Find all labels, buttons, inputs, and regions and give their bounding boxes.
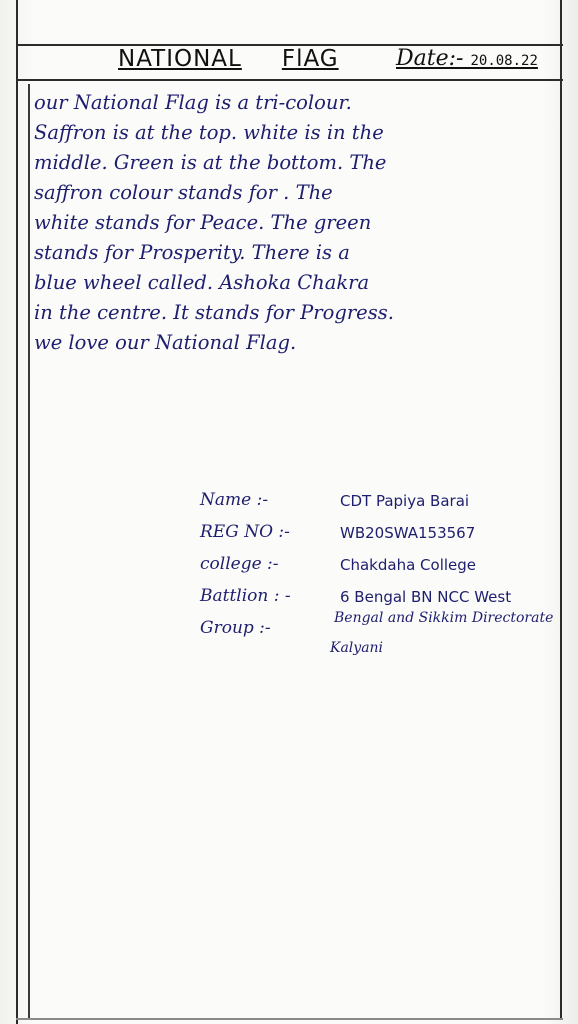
battalion-value: 6 Bengal BN NCC West (340, 588, 512, 606)
header-rule (16, 79, 563, 81)
battalion-label: Battlion : - (200, 586, 291, 606)
essay-body (34, 88, 558, 358)
essay-line: in the centre. It stands for Progress. (34, 301, 394, 324)
group-value-line1: Bengal and Sikkim Directorate (334, 610, 554, 626)
detail-row-name (200, 490, 560, 522)
bottom-line (16, 1018, 563, 1020)
detail-row-group (200, 610, 560, 656)
name-label: Name :- (200, 490, 269, 510)
essay-line: saffron colour stands for . The (34, 181, 333, 204)
left-margin-line (16, 0, 18, 1024)
group-label: Group :- (200, 618, 271, 638)
essay-line: our National Flag is a tri-colour. (34, 91, 352, 114)
reg-value: WB20SWA153567 (340, 524, 476, 542)
detail-row-college (200, 554, 560, 586)
essay-line: white stands for Peace. The green (34, 211, 372, 234)
group-value-line2: Kalyani (330, 640, 384, 656)
date-label: Date:- (396, 46, 464, 71)
essay-line: Saffron is at the top. white is in the (34, 121, 384, 144)
right-margin-line (560, 0, 562, 1020)
title-word-national: NATIONAL (118, 46, 242, 72)
inner-margin-line (28, 84, 30, 1020)
date-field (396, 46, 538, 76)
detail-row-reg (200, 522, 560, 554)
essay-line: stands for Prosperity. There is a (34, 241, 350, 264)
name-value: CDT Papiya Barai (340, 492, 470, 510)
title-word-flag: FlAG (281, 46, 339, 72)
reg-label: REG NO :- (200, 522, 290, 542)
date-value: 20.08.22 (470, 53, 538, 69)
college-label: college :- (200, 554, 279, 574)
essay-line: middle. Green is at the bottom. The (34, 151, 387, 174)
student-details (200, 490, 560, 656)
essay-line: blue wheel called. Ashoka Chakra (34, 271, 370, 294)
college-value: Chakdaha College (340, 556, 477, 574)
page-title (118, 46, 418, 76)
essay-line: we love our National Flag. (34, 331, 297, 354)
